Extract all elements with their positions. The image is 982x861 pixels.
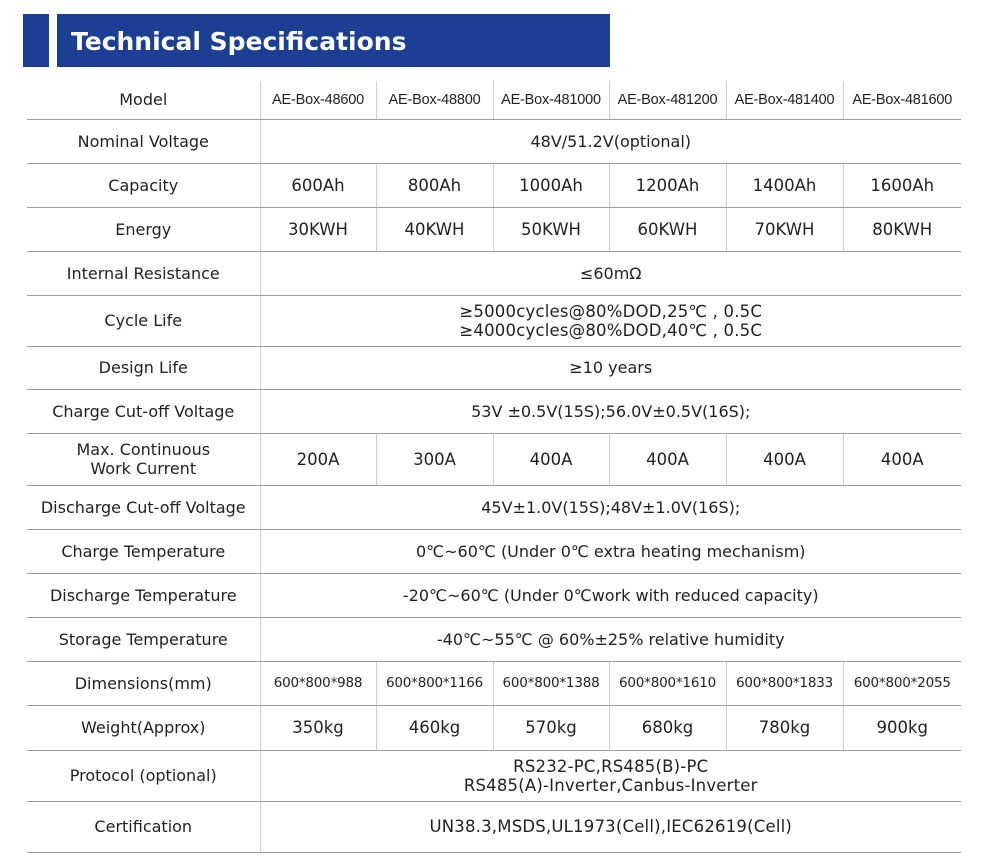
current-cell: 200A [260,433,376,485]
energy-cell: 30KWH [260,207,376,251]
energy-cell: 70KWH [726,207,843,251]
row-discharge-temperature [27,573,961,617]
current-cell: 300A [376,433,493,485]
capacity-cell: 800Ah [376,163,493,207]
current-cell: 400A [726,433,843,485]
energy-cell: 60KWH [609,207,726,251]
row-capacity [27,163,961,207]
row-storage-temperature [27,617,961,661]
dimension-cell: 600*800*1610 [609,661,726,705]
capacity-cell: 1000Ah [493,163,609,207]
header-accent-block [23,14,49,67]
row-certification [27,801,961,852]
model-cell: AE-Box-48800 [376,81,493,119]
label-line: Work Current [90,459,197,478]
model-cell: AE-Box-481000 [493,81,609,119]
row-cycle-life [27,295,961,346]
row-label: Charge Temperature [27,529,260,573]
row-label: Energy [27,207,260,251]
current-cell: 400A [609,433,726,485]
weight-cell: 680kg [609,705,726,750]
row-label: Nominal Voltage [27,119,260,163]
row-label: Discharge Temperature [27,573,260,617]
row-label: Certification [27,801,260,852]
weight-cell: 460kg [376,705,493,750]
row-discharge-cutoff-voltage [27,485,961,529]
row-label: Storage Temperature [27,617,260,661]
energy-cell: 50KWH [493,207,609,251]
spec-value: ≤60mΩ [260,251,961,295]
row-label: Charge Cut-off Voltage [27,389,260,433]
row-internal-resistance [27,251,961,295]
energy-cell: 80KWH [843,207,961,251]
row-label: Capacity [27,163,260,207]
spec-value: 45V±1.0V(15S);48V±1.0V(16S); [260,485,961,529]
row-label: Weight(Approx) [27,705,260,750]
row-protocol [27,750,961,801]
model-cell: AE-Box-481600 [843,81,961,119]
row-design-life [27,346,961,389]
value-line: ≥4000cycles@80%DOD,40℃ , 0.5C [459,320,763,340]
spec-table [27,81,961,853]
capacity-cell: 1400Ah [726,163,843,207]
row-label [27,433,260,485]
header-bar [57,14,610,67]
row-label: Discharge Cut-off Voltage [27,485,260,529]
row-weight [27,705,961,750]
row-model [27,81,961,119]
spec-value [260,750,961,801]
row-nominal-voltage [27,119,961,163]
dimension-cell: 600*800*1166 [376,661,493,705]
label-line: Max. Continuous [76,440,211,459]
capacity-cell: 600Ah [260,163,376,207]
spec-value: -40℃~55℃ @ 60%±25% relative humidity [260,617,961,661]
row-label: Design Life [27,346,260,389]
row-label: Protocol (optional) [27,750,260,801]
page-title: Technical Specifications [71,27,407,56]
capacity-cell: 1600Ah [843,163,961,207]
weight-cell: 780kg [726,705,843,750]
dimension-cell: 600*800*988 [260,661,376,705]
model-cell: AE-Box-48600 [260,81,376,119]
weight-cell: 900kg [843,705,961,750]
model-cell: AE-Box-481200 [609,81,726,119]
model-cell: AE-Box-481400 [726,81,843,119]
spec-value: -20℃~60℃ (Under 0℃work with reduced capacity) [260,573,961,617]
row-charge-temperature [27,529,961,573]
spec-value: 53V ±0.5V(15S);56.0V±0.5V(16S); [260,389,961,433]
row-max-continuous-current [27,433,961,485]
row-dimensions [27,661,961,705]
weight-cell: 570kg [493,705,609,750]
spec-value: 0℃~60℃ (Under 0℃ extra heating mechanism) [260,529,961,573]
spec-value [260,295,961,346]
row-label: Cycle Life [27,295,260,346]
current-cell: 400A [493,433,609,485]
spec-value: ≥10 years [260,346,961,389]
row-label: Internal Resistance [27,251,260,295]
spec-value: 48V/51.2V(optional) [260,119,961,163]
energy-cell: 40KWH [376,207,493,251]
spec-value: UN38.3,MSDS,UL1973(Cell),IEC62619(Cell) [260,801,961,852]
row-label: Model [27,81,260,119]
value-line: ≥5000cycles@80%DOD,25℃ , 0.5C [459,301,763,321]
weight-cell: 350kg [260,705,376,750]
dimension-cell: 600*800*2055 [843,661,961,705]
capacity-cell: 1200Ah [609,163,726,207]
current-cell: 400A [843,433,961,485]
row-charge-cutoff-voltage [27,389,961,433]
row-label: Dimensions(mm) [27,661,260,705]
value-line: RS232-PC,RS485(B)-PC [513,756,709,776]
dimension-cell: 600*800*1833 [726,661,843,705]
row-energy [27,207,961,251]
value-line: RS485(A)-Inverter,Canbus-Inverter [463,775,758,795]
dimension-cell: 600*800*1388 [493,661,609,705]
